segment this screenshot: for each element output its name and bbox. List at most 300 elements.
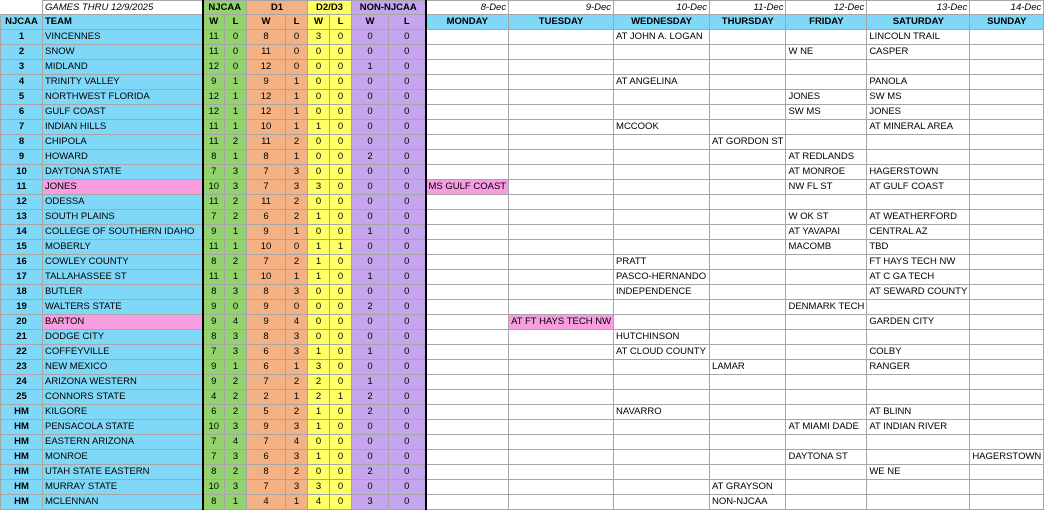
schedule-cell[interactable] [710,345,786,360]
team-name-cell[interactable]: VINCENNES [43,30,203,45]
njcaa-wins-cell[interactable]: 7 [203,450,225,465]
schedule-cell[interactable] [786,60,867,75]
non-njcaa-wins-cell[interactable]: 0 [352,480,389,495]
non-njcaa-wins-cell[interactable]: 1 [352,345,389,360]
schedule-cell[interactable] [614,105,710,120]
njcaa-losses-cell[interactable]: 4 [225,315,247,330]
njcaa-wins-cell[interactable]: 7 [203,210,225,225]
schedule-cell[interactable] [426,255,509,270]
schedule-cell[interactable]: AT YAVAPAI [786,225,867,240]
schedule-cell[interactable] [786,360,867,375]
schedule-cell[interactable] [509,165,614,180]
schedule-cell[interactable] [786,255,867,270]
schedule-cell[interactable]: LAMAR [710,360,786,375]
schedule-cell[interactable] [710,180,786,195]
njcaa-wins-cell[interactable]: 4 [203,390,225,405]
non-njcaa-wins-cell[interactable]: 0 [352,180,389,195]
schedule-cell[interactable] [426,465,509,480]
schedule-cell[interactable]: PRATT [614,255,710,270]
schedule-cell[interactable] [970,60,1044,75]
non-njcaa-losses-cell[interactable]: 0 [389,60,426,75]
d2d3-wins-cell[interactable]: 0 [308,75,330,90]
schedule-cell[interactable]: NON-NJCAA [710,495,786,510]
d1-losses-cell[interactable]: 1 [286,75,308,90]
non-njcaa-losses-cell[interactable]: 0 [389,30,426,45]
table-row[interactable] [1,135,1044,150]
d2d3-wins-cell[interactable]: 0 [308,435,330,450]
njcaa-losses-cell[interactable]: 1 [225,240,247,255]
d2d3-wins-cell[interactable]: 0 [308,90,330,105]
d2d3-wins-cell[interactable]: 0 [308,330,330,345]
schedule-cell[interactable] [970,420,1044,435]
schedule-cell[interactable]: AT GRAYSON [710,480,786,495]
schedule-cell[interactable] [426,90,509,105]
schedule-cell[interactable] [614,195,710,210]
team-name-cell[interactable]: DAYTONA STATE [43,165,203,180]
d2d3-losses-cell[interactable]: 0 [330,60,352,75]
rank-cell[interactable]: 9 [1,150,43,165]
rank-cell[interactable]: HM [1,465,43,480]
schedule-cell[interactable]: GARDEN CITY [867,315,970,330]
d1-wins-cell[interactable]: 7 [247,255,286,270]
schedule-cell[interactable]: W NE [786,45,867,60]
schedule-cell[interactable]: NW FL ST [786,180,867,195]
njcaa-losses-cell[interactable]: 2 [225,375,247,390]
schedule-cell[interactable]: AT MONROE [786,165,867,180]
schedule-cell[interactable] [786,390,867,405]
d2d3-losses-cell[interactable]: 0 [330,45,352,60]
team-name-cell[interactable]: TRINITY VALLEY [43,75,203,90]
schedule-cell[interactable] [786,135,867,150]
schedule-cell[interactable] [970,210,1044,225]
schedule-cell[interactable] [786,30,867,45]
schedule-cell[interactable] [509,120,614,135]
non-njcaa-wins-cell[interactable]: 0 [352,165,389,180]
non-njcaa-losses-cell[interactable]: 0 [389,180,426,195]
schedule-cell[interactable]: AT INDIAN RIVER [867,420,970,435]
schedule-cell[interactable] [426,390,509,405]
team-name-cell[interactable]: TALLAHASSEE ST [43,270,203,285]
njcaa-wins-cell[interactable]: 12 [203,60,225,75]
njcaa-wins-cell[interactable]: 9 [203,75,225,90]
non-njcaa-losses-cell[interactable]: 0 [389,120,426,135]
d2d3-losses-cell[interactable]: 0 [330,345,352,360]
njcaa-wins-cell[interactable]: 8 [203,255,225,270]
d1-wins-cell[interactable]: 9 [247,420,286,435]
team-name-cell[interactable]: MONROE [43,450,203,465]
schedule-cell[interactable] [509,150,614,165]
schedule-cell[interactable] [509,135,614,150]
d1-losses-cell[interactable]: 1 [286,495,308,510]
schedule-cell[interactable] [426,150,509,165]
schedule-cell[interactable] [970,360,1044,375]
njcaa-losses-cell[interactable]: 2 [225,135,247,150]
rank-cell[interactable]: 22 [1,345,43,360]
d1-losses-cell[interactable]: 0 [286,60,308,75]
table-row[interactable] [1,90,1044,105]
d1-wins-cell[interactable]: 9 [247,225,286,240]
njcaa-losses-cell[interactable]: 1 [225,360,247,375]
schedule-cell[interactable] [614,225,710,240]
njcaa-losses-cell[interactable]: 1 [225,270,247,285]
schedule-cell[interactable] [710,225,786,240]
schedule-cell[interactable]: WE NE [867,465,970,480]
schedule-cell[interactable] [710,105,786,120]
schedule-cell[interactable]: LINCOLN TRAIL [867,30,970,45]
schedule-cell[interactable] [509,45,614,60]
d1-wins-cell[interactable]: 8 [247,150,286,165]
schedule-cell[interactable] [509,465,614,480]
d2d3-wins-cell[interactable]: 0 [308,195,330,210]
d2d3-losses-cell[interactable]: 0 [330,225,352,240]
d2d3-wins-cell[interactable]: 0 [308,150,330,165]
team-name-cell[interactable]: HOWARD [43,150,203,165]
schedule-cell[interactable]: AT WEATHERFORD [867,210,970,225]
d1-wins-cell[interactable]: 8 [247,465,286,480]
non-njcaa-wins-cell[interactable]: 1 [352,270,389,285]
schedule-cell[interactable]: COLBY [867,345,970,360]
d1-wins-cell[interactable]: 8 [247,330,286,345]
njcaa-losses-cell[interactable]: 1 [225,120,247,135]
d2d3-losses-cell[interactable]: 0 [330,255,352,270]
schedule-cell[interactable] [614,150,710,165]
non-njcaa-losses-cell[interactable]: 0 [389,225,426,240]
d2d3-wins-cell[interactable]: 0 [308,315,330,330]
schedule-cell[interactable] [786,75,867,90]
non-njcaa-losses-cell[interactable]: 0 [389,45,426,60]
table-row[interactable] [1,465,1044,480]
schedule-cell[interactable] [710,330,786,345]
schedule-cell[interactable] [786,495,867,510]
team-name-cell[interactable]: COFFEYVILLE [43,345,203,360]
non-njcaa-losses-cell[interactable]: 0 [389,450,426,465]
d2d3-losses-cell[interactable]: 0 [330,75,352,90]
non-njcaa-wins-cell[interactable]: 2 [352,150,389,165]
schedule-cell[interactable] [710,120,786,135]
d1-wins-cell[interactable]: 9 [247,315,286,330]
d2d3-wins-cell[interactable]: 3 [308,180,330,195]
schedule-cell[interactable] [710,390,786,405]
schedule-cell[interactable]: AT MINERAL AREA [867,120,970,135]
d1-losses-cell[interactable]: 3 [286,165,308,180]
d1-wins-cell[interactable]: 7 [247,165,286,180]
schedule-cell[interactable] [614,135,710,150]
schedule-cell[interactable] [867,480,970,495]
non-njcaa-losses-cell[interactable]: 0 [389,300,426,315]
table-row[interactable] [1,180,1044,195]
table-row[interactable] [1,60,1044,75]
rank-cell[interactable]: 4 [1,75,43,90]
njcaa-losses-cell[interactable]: 4 [225,435,247,450]
team-name-cell[interactable]: MURRAY STATE [43,480,203,495]
d2d3-wins-cell[interactable]: 1 [308,345,330,360]
schedule-cell[interactable]: SW MS [867,90,970,105]
schedule-cell[interactable] [710,240,786,255]
non-njcaa-losses-cell[interactable]: 0 [389,165,426,180]
schedule-cell[interactable] [614,240,710,255]
d2d3-losses-cell[interactable]: 0 [330,435,352,450]
schedule-cell[interactable] [509,360,614,375]
non-njcaa-losses-cell[interactable]: 0 [389,390,426,405]
d2d3-losses-cell[interactable]: 0 [330,120,352,135]
d2d3-wins-cell[interactable]: 1 [308,210,330,225]
schedule-cell[interactable] [867,195,970,210]
d1-losses-cell[interactable]: 1 [286,390,308,405]
team-name-cell[interactable]: MIDLAND [43,60,203,75]
schedule-cell[interactable] [970,135,1044,150]
njcaa-losses-cell[interactable]: 0 [225,30,247,45]
d1-wins-cell[interactable]: 10 [247,120,286,135]
schedule-cell[interactable] [614,480,710,495]
schedule-cell[interactable]: AT C GA TECH [867,270,970,285]
njcaa-losses-cell[interactable]: 2 [225,390,247,405]
schedule-cell[interactable]: MCCOOK [614,120,710,135]
non-njcaa-wins-cell[interactable]: 0 [352,45,389,60]
schedule-cell[interactable] [426,30,509,45]
njcaa-losses-cell[interactable]: 3 [225,420,247,435]
schedule-cell[interactable] [426,495,509,510]
rank-cell[interactable]: HM [1,405,43,420]
d1-wins-cell[interactable]: 12 [247,60,286,75]
d2d3-wins-cell[interactable]: 0 [308,465,330,480]
schedule-cell[interactable] [509,405,614,420]
table-row[interactable] [1,375,1044,390]
schedule-cell[interactable] [867,390,970,405]
schedule-cell[interactable] [867,330,970,345]
non-njcaa-wins-cell[interactable]: 0 [352,420,389,435]
schedule-cell[interactable] [614,45,710,60]
schedule-cell[interactable] [970,495,1044,510]
d1-losses-cell[interactable]: 3 [286,180,308,195]
schedule-cell[interactable]: AT GULF COAST [867,180,970,195]
schedule-cell[interactable]: DENMARK TECH [786,300,867,315]
schedule-cell[interactable] [509,300,614,315]
d1-losses-cell[interactable]: 1 [286,120,308,135]
schedule-cell[interactable] [786,480,867,495]
d2d3-wins-cell[interactable]: 0 [308,105,330,120]
d2d3-wins-cell[interactable]: 1 [308,270,330,285]
schedule-cell[interactable] [970,240,1044,255]
team-name-cell[interactable]: SOUTH PLAINS [43,210,203,225]
table-row[interactable] [1,330,1044,345]
d1-losses-cell[interactable]: 0 [286,45,308,60]
rank-cell[interactable]: 18 [1,285,43,300]
table-row[interactable] [1,390,1044,405]
njcaa-losses-cell[interactable]: 3 [225,330,247,345]
njcaa-losses-cell[interactable]: 2 [225,465,247,480]
rank-cell[interactable]: HM [1,495,43,510]
schedule-cell[interactable] [970,195,1044,210]
njcaa-losses-cell[interactable]: 1 [225,225,247,240]
non-njcaa-wins-cell[interactable]: 0 [352,330,389,345]
schedule-cell[interactable] [426,300,509,315]
njcaa-losses-cell[interactable]: 0 [225,300,247,315]
schedule-cell[interactable] [786,330,867,345]
schedule-cell[interactable] [614,300,710,315]
d1-wins-cell[interactable]: 6 [247,345,286,360]
d1-wins-cell[interactable]: 8 [247,285,286,300]
non-njcaa-losses-cell[interactable]: 0 [389,405,426,420]
schedule-cell[interactable] [786,465,867,480]
schedule-cell[interactable]: HAGERSTOWN [970,450,1044,465]
d2d3-losses-cell[interactable]: 0 [330,270,352,285]
schedule-cell[interactable]: DAYTONA ST [786,450,867,465]
table-row[interactable] [1,165,1044,180]
njcaa-wins-cell[interactable]: 11 [203,30,225,45]
schedule-cell[interactable] [614,390,710,405]
table-row[interactable] [1,450,1044,465]
njcaa-wins-cell[interactable]: 11 [203,120,225,135]
rank-cell[interactable]: 16 [1,255,43,270]
njcaa-wins-cell[interactable]: 11 [203,270,225,285]
schedule-cell[interactable] [509,375,614,390]
schedule-cell[interactable] [426,225,509,240]
rank-cell[interactable]: 2 [1,45,43,60]
d2d3-losses-cell[interactable]: 0 [330,315,352,330]
schedule-cell[interactable] [710,300,786,315]
schedule-cell[interactable] [426,330,509,345]
table-row[interactable] [1,345,1044,360]
schedule-cell[interactable] [426,195,509,210]
team-name-cell[interactable]: NORTHWEST FLORIDA [43,90,203,105]
d2d3-losses-cell[interactable]: 0 [330,150,352,165]
d2d3-wins-cell[interactable]: 3 [308,480,330,495]
schedule-cell[interactable] [509,75,614,90]
njcaa-wins-cell[interactable]: 12 [203,105,225,120]
njcaa-wins-cell[interactable]: 8 [203,330,225,345]
non-njcaa-wins-cell[interactable]: 0 [352,30,389,45]
schedule-cell[interactable] [710,75,786,90]
schedule-cell[interactable] [786,270,867,285]
njcaa-losses-cell[interactable]: 2 [225,195,247,210]
non-njcaa-losses-cell[interactable]: 0 [389,435,426,450]
schedule-cell[interactable] [426,435,509,450]
njcaa-losses-cell[interactable]: 3 [225,285,247,300]
njcaa-losses-cell[interactable]: 2 [225,210,247,225]
schedule-cell[interactable] [614,495,710,510]
schedule-cell[interactable] [710,435,786,450]
njcaa-wins-cell[interactable]: 10 [203,420,225,435]
schedule-cell[interactable] [509,390,614,405]
schedule-cell[interactable] [509,105,614,120]
schedule-cell[interactable] [970,300,1044,315]
non-njcaa-losses-cell[interactable]: 0 [389,375,426,390]
schedule-cell[interactable] [509,60,614,75]
non-njcaa-losses-cell[interactable]: 0 [389,240,426,255]
non-njcaa-losses-cell[interactable]: 0 [389,330,426,345]
schedule-cell[interactable] [970,30,1044,45]
schedule-cell[interactable] [426,480,509,495]
team-name-cell[interactable]: INDIAN HILLS [43,120,203,135]
schedule-cell[interactable] [970,435,1044,450]
d1-losses-cell[interactable]: 2 [286,465,308,480]
non-njcaa-losses-cell[interactable]: 0 [389,105,426,120]
non-njcaa-wins-cell[interactable]: 0 [352,285,389,300]
rank-cell[interactable]: 24 [1,375,43,390]
non-njcaa-losses-cell[interactable]: 0 [389,345,426,360]
schedule-cell[interactable] [426,360,509,375]
schedule-cell[interactable] [426,240,509,255]
njcaa-losses-cell[interactable]: 3 [225,180,247,195]
d1-losses-cell[interactable]: 2 [286,210,308,225]
schedule-cell[interactable] [426,285,509,300]
d1-losses-cell[interactable]: 1 [286,270,308,285]
table-row[interactable] [1,270,1044,285]
schedule-cell[interactable] [509,435,614,450]
d2d3-losses-cell[interactable]: 1 [330,390,352,405]
non-njcaa-wins-cell[interactable]: 0 [352,195,389,210]
schedule-cell[interactable] [867,150,970,165]
d2d3-losses-cell[interactable]: 0 [330,30,352,45]
rank-cell[interactable]: HM [1,420,43,435]
rank-cell[interactable]: 8 [1,135,43,150]
table-row[interactable] [1,120,1044,135]
schedule-cell[interactable] [426,375,509,390]
schedule-cell[interactable] [786,345,867,360]
schedule-cell[interactable]: JONES [786,90,867,105]
d1-wins-cell[interactable]: 5 [247,405,286,420]
d1-wins-cell[interactable]: 10 [247,270,286,285]
njcaa-losses-cell[interactable]: 1 [225,105,247,120]
schedule-cell[interactable] [710,165,786,180]
schedule-cell[interactable] [509,480,614,495]
schedule-cell[interactable] [614,60,710,75]
schedule-cell[interactable] [614,420,710,435]
schedule-cell[interactable] [426,120,509,135]
d1-wins-cell[interactable]: 2 [247,390,286,405]
schedule-cell[interactable]: AT ANGELINA [614,75,710,90]
njcaa-losses-cell[interactable]: 2 [225,405,247,420]
rank-cell[interactable]: 6 [1,105,43,120]
njcaa-wins-cell[interactable]: 8 [203,495,225,510]
njcaa-wins-cell[interactable]: 6 [203,405,225,420]
team-name-cell[interactable]: NEW MEXICO [43,360,203,375]
d2d3-wins-cell[interactable]: 0 [308,285,330,300]
njcaa-wins-cell[interactable]: 8 [203,465,225,480]
schedule-cell[interactable] [786,375,867,390]
njcaa-wins-cell[interactable]: 9 [203,375,225,390]
rank-cell[interactable]: HM [1,450,43,465]
schedule-cell[interactable] [614,315,710,330]
d1-losses-cell[interactable]: 3 [286,450,308,465]
non-njcaa-losses-cell[interactable]: 0 [389,75,426,90]
schedule-cell[interactable] [426,45,509,60]
rank-cell[interactable]: 19 [1,300,43,315]
njcaa-losses-cell[interactable]: 3 [225,345,247,360]
schedule-cell[interactable] [786,315,867,330]
schedule-cell[interactable] [509,90,614,105]
schedule-cell[interactable] [614,375,710,390]
schedule-cell[interactable]: RANGER [867,360,970,375]
d2d3-wins-cell[interactable]: 1 [308,120,330,135]
schedule-cell[interactable] [710,210,786,225]
d2d3-losses-cell[interactable]: 0 [330,165,352,180]
team-name-cell[interactable]: CHIPOLA [43,135,203,150]
d1-wins-cell[interactable]: 9 [247,300,286,315]
schedule-cell[interactable] [426,165,509,180]
schedule-cell[interactable] [867,300,970,315]
table-row[interactable] [1,405,1044,420]
non-njcaa-wins-cell[interactable]: 0 [352,105,389,120]
schedule-cell[interactable] [426,345,509,360]
schedule-cell[interactable] [509,270,614,285]
schedule-cell[interactable]: AT GORDON ST [710,135,786,150]
schedule-cell[interactable]: JONES [867,105,970,120]
d2d3-losses-cell[interactable]: 1 [330,240,352,255]
schedule-cell[interactable] [867,375,970,390]
non-njcaa-wins-cell[interactable]: 1 [352,225,389,240]
d2d3-losses-cell[interactable]: 0 [330,180,352,195]
